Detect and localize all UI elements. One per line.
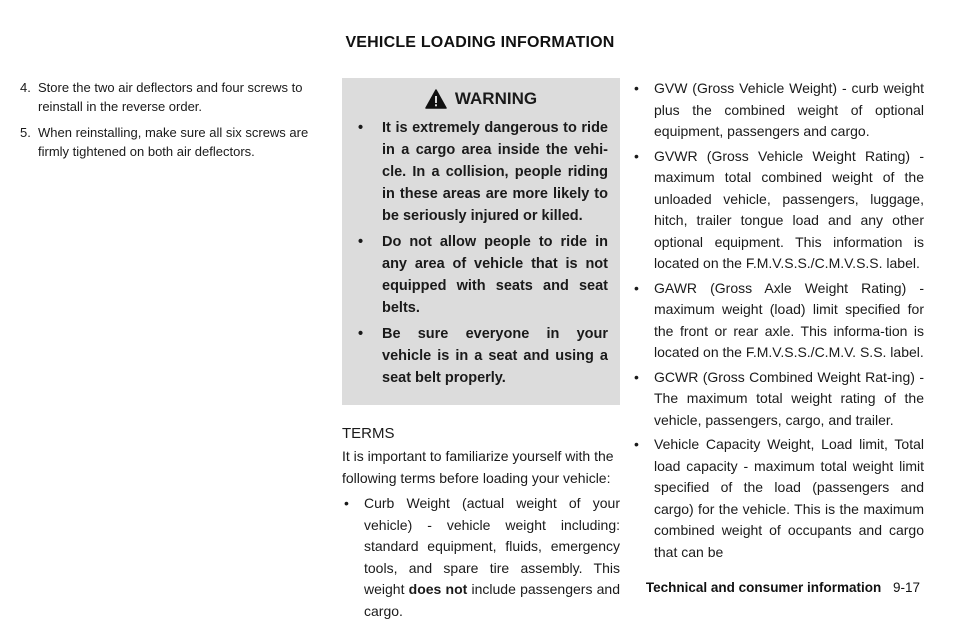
list-item bbox=[632, 146, 924, 275]
term-text-part: include passengers and cargo. bbox=[364, 581, 621, 619]
section-heading: TERMS bbox=[342, 425, 395, 442]
steps-list bbox=[20, 78, 320, 161]
bullet-icon: • bbox=[634, 279, 639, 296]
step-text: When reinstalling, make sure all six screws are firmly tightened on both air deflectors. bbox=[38, 125, 309, 159]
list-item bbox=[632, 78, 924, 143]
warning-header bbox=[354, 89, 608, 109]
bullet-icon: • bbox=[358, 120, 364, 136]
bullet-icon: • bbox=[358, 326, 364, 342]
steps-column bbox=[20, 78, 320, 168]
list-item bbox=[632, 278, 924, 364]
terms-intro: It is important to familiarize yourself with the following terms before loading your vehicle: bbox=[342, 448, 614, 486]
warning-list bbox=[354, 117, 608, 389]
definitions-column bbox=[632, 78, 924, 566]
emphasis-text: does not bbox=[408, 581, 468, 597]
bullet-icon: • bbox=[358, 234, 364, 250]
warning-box bbox=[342, 78, 620, 405]
term-text: GCWR (Gross Combined Weight Rat-ing) - The maximum total weight rating of the vehicle, passengers, cargo, and trailer. bbox=[654, 368, 924, 428]
list-item bbox=[20, 123, 320, 161]
list-item bbox=[632, 367, 924, 432]
terms-list bbox=[342, 493, 620, 622]
step-number: 5. bbox=[20, 125, 31, 140]
term-text bbox=[364, 493, 620, 622]
step-text: Store the two air deflectors and four screws to reinstall in the reverse order. bbox=[38, 80, 303, 114]
warning-text: It is extremely dangerous to ride in a cargo area inside the vehi-cle. In a collision, people riding in these areas are more likely to be seriously injured or killed. bbox=[382, 120, 608, 224]
bullet-icon: • bbox=[634, 147, 639, 164]
list-item bbox=[342, 493, 620, 622]
bullet-icon: • bbox=[634, 368, 639, 385]
list-item bbox=[632, 434, 924, 563]
term-text: GAWR (Gross Axle Weight Rating) - maximum weight (load) limit specified for the front or rear axle. This informa-tion is located on the F.M.V.S.S./C.M.V. S.S. label. bbox=[654, 279, 924, 360]
list-item bbox=[354, 231, 608, 319]
page-footer bbox=[646, 580, 920, 595]
warning-text: Do not allow people to ride in any area of vehicle that is not equipped with seats and seat belts. bbox=[382, 234, 608, 316]
page-number: 9-17 bbox=[892, 580, 920, 595]
bullet-icon: • bbox=[634, 80, 639, 96]
bullet-icon: • bbox=[344, 495, 349, 511]
warning-triangle-icon bbox=[425, 89, 447, 109]
list-item bbox=[20, 78, 320, 116]
list-item bbox=[354, 117, 608, 227]
term-text: GVWR (Gross Vehicle Weight Rating) - maximum total combined weight of the unloaded vehicle, passengers, luggage, hitch, trailer tongue load and any other optional equipment. This information is located on the F.M.V.S.S./C.M.V.S.S. label. bbox=[654, 147, 924, 271]
step-number: 4. bbox=[20, 80, 31, 95]
bullet-icon: • bbox=[634, 436, 639, 452]
page-title: VEHICLE LOADING INFORMATION bbox=[345, 34, 615, 51]
term-text: GVW (Gross Vehicle Weight) - curb weight plus the combined weight of optional equipment, passengers and cargo. bbox=[654, 80, 924, 139]
list-item bbox=[354, 323, 608, 389]
warning-title: WARNING bbox=[454, 89, 538, 108]
footer-section-title: Technical and consumer information bbox=[645, 580, 882, 595]
term-text-part: Curb Weight (actual weight of your vehicle) - vehicle weight including: standard equipment, fluids, emergency tools, and spare tire assembly. This weight bbox=[364, 495, 620, 597]
terms-list-continued bbox=[632, 78, 924, 563]
warning-text: Be sure everyone in your vehicle is in a seat and using a seat belt properly. bbox=[382, 326, 608, 386]
warning-and-terms-column bbox=[342, 78, 620, 625]
term-text: Vehicle Capacity Weight, Load limit, Total load capacity - maximum total weight limit specified of the load (passengers and cargo) for the vehicle. This is the maximum combined weight of occupants and cargo that can be bbox=[654, 436, 924, 560]
